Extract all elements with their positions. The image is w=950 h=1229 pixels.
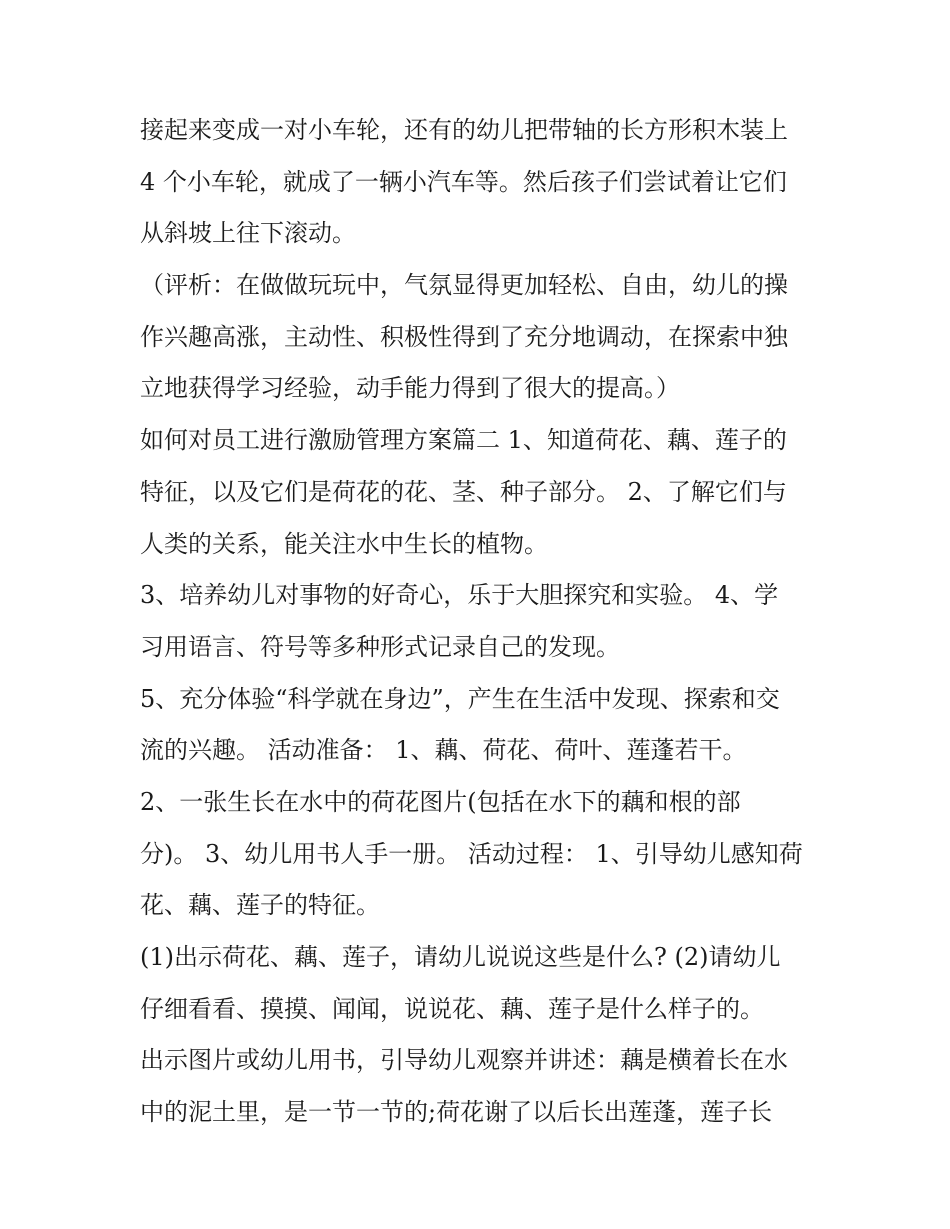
- text-line: （评析：在做做玩玩中，气氛显得更加轻松、自由，幼儿的操: [140, 271, 788, 300]
- text-line: 4 个小车轮，就成了一辆小汽车等。然后孩子们尝试着让它们: [140, 167, 787, 196]
- text-line: 仔细看看、摸摸、闻闻，说说花、藕、莲子是什么样子的。: [140, 994, 764, 1023]
- text-line: 人类的关系，能关注水中生长的植物。: [140, 529, 548, 558]
- text-line: 3、培养幼儿对事物的好奇心，乐于大胆探究和实验。 4、学: [140, 581, 779, 610]
- text-line: (1)出示荷花、藕、莲子，请幼儿说说这些是什么? (2)请幼儿: [140, 943, 781, 971]
- text-line: 接起来变成一对小车轮，还有的幼儿把带轴的长方形积木装上: [140, 116, 788, 144]
- text-line: 花、藕、莲子的特征。: [140, 891, 380, 920]
- text-line: 出示图片或幼儿用书，引导幼儿观察并讲述：藕是横着长在水: [140, 1046, 788, 1075]
- text-line: 从斜坡上往下滚动。: [140, 219, 356, 248]
- text-line: 5、充分体验“科学就在身边”，产生在生活中发现、探索和交: [140, 684, 780, 713]
- text-line: 作兴趣高涨，主动性、积极性得到了充分地调动，在探索中独: [140, 322, 788, 351]
- text-line: 习用语言、符号等多种形式记录自己的发现。: [140, 632, 620, 661]
- text-line: 分)。 3、幼儿用书人手一册。 活动过程： 1、引导幼儿感知荷: [140, 839, 803, 868]
- text-line: 如何对员工进行激励管理方案篇二 1、知道荷花、藕、莲子的: [140, 426, 787, 455]
- body-text: [140, 105, 830, 1139]
- text-line: 特征，以及它们是荷花的花、茎、种子部分。 2、了解它们与: [140, 477, 787, 506]
- text-line: 流的兴趣。 活动准备： 1、藕、荷花、荷叶、莲蓬若干。: [140, 736, 747, 765]
- text-line: 中的泥土里，是一节一节的;荷花谢了以后长出莲蓬，莲子长: [140, 1098, 773, 1127]
- text-line: 2、一张生长在水中的荷花图片(包括在水下的藕和根的部: [140, 787, 741, 816]
- text-line: 立地获得学习经验，动手能力得到了很大的提高。）: [140, 374, 680, 403]
